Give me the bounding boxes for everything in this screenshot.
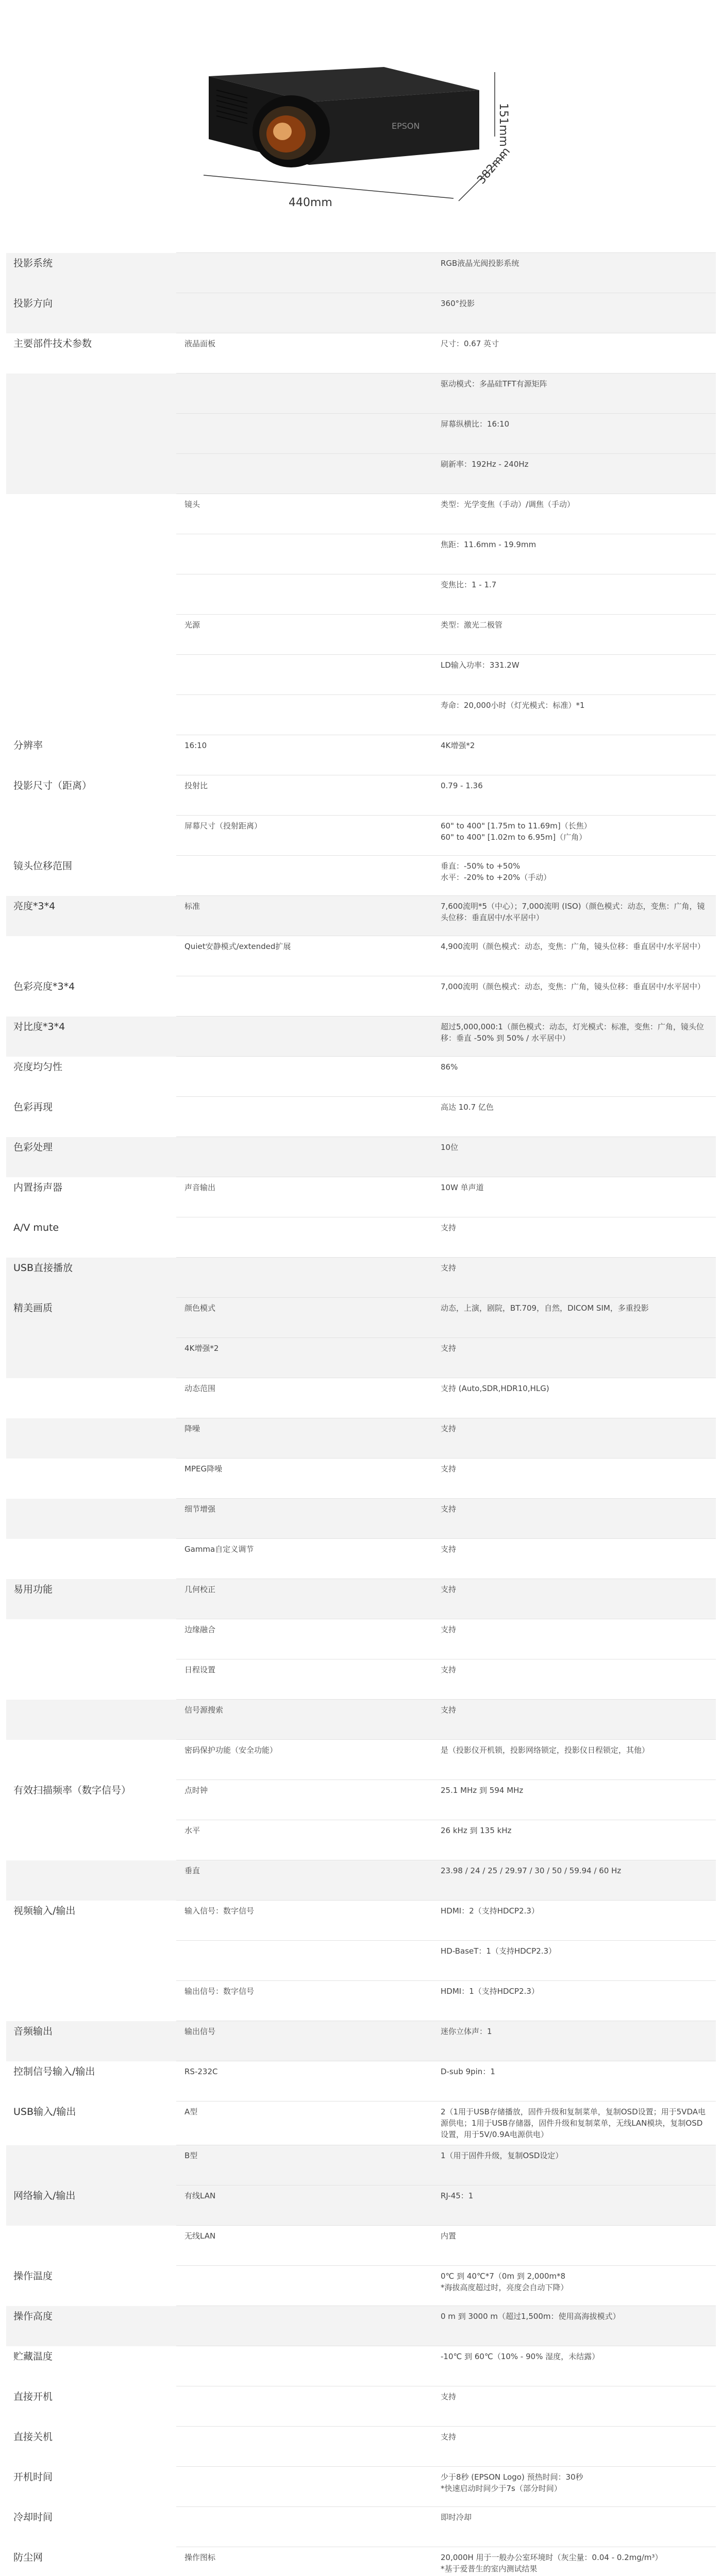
spec-row <box>6 2346 716 2386</box>
spec-item <box>176 655 432 695</box>
spec-value: 支持 <box>432 2427 716 2467</box>
spec-value: 高达 10.7 亿色 <box>432 1097 716 1137</box>
spec-category: USB直接播放 <box>6 1258 176 1298</box>
spec-category <box>6 1740 176 1780</box>
spec-category <box>6 1418 176 1459</box>
spec-value: 0.79 - 1.36 <box>432 775 716 816</box>
spec-category: 分辨率 <box>6 735 176 775</box>
spec-category: 投影方向 <box>6 293 176 333</box>
spec-category: 投影系统 <box>6 253 176 293</box>
spec-row <box>6 374 716 414</box>
spec-category <box>6 454 176 494</box>
spec-value: HD-BaseT：1（支持HDCP2.3） <box>432 1941 716 1981</box>
spec-item <box>176 454 432 494</box>
spec-category <box>6 1499 176 1539</box>
spec-category: 直接开机 <box>6 2386 176 2427</box>
spec-value: 7,000流明（颜色模式：动态，变焦：广角，镜头位移：垂直居中/水平居中） <box>432 976 716 1016</box>
spec-value: 25.1 MHz 到 594 MHz <box>432 1780 716 1820</box>
spec-category: 视频输入/输出 <box>6 1901 176 1941</box>
spec-value: -10℃ 到 60℃（10% - 90% 湿度，未结露） <box>432 2346 716 2386</box>
spec-row <box>6 1740 716 1780</box>
spec-category <box>6 1659 176 1700</box>
spec-category <box>6 1338 176 1378</box>
spec-item <box>176 2507 432 2547</box>
spec-item: 细节增强 <box>176 1499 432 1539</box>
spec-row <box>6 1539 716 1579</box>
spec-row <box>6 856 716 896</box>
spec-category <box>6 936 176 976</box>
spec-item <box>176 856 432 896</box>
spec-item <box>176 2266 432 2306</box>
spec-category: 色彩处理 <box>6 1137 176 1177</box>
spec-row <box>6 1097 716 1137</box>
spec-row <box>6 976 716 1016</box>
spec-category: 对比度*3*4 <box>6 1016 176 1057</box>
spec-item <box>176 293 432 333</box>
spec-category: 投影尺寸（距离） <box>6 775 176 816</box>
spec-category: 色彩再现 <box>6 1097 176 1137</box>
spec-value: 4K增强*2 <box>432 735 716 775</box>
spec-category <box>6 494 176 534</box>
spec-row <box>6 574 716 615</box>
spec-item <box>176 1097 432 1137</box>
spec-value: 2（1用于USB存储播放，固件升级和复制菜单，复制OSD设置；用于5VDA电源供电；1用于USB存储器，固件升级和复制菜单，无线LAN模块，复制OSD设置，用于5V/0.9A电源供电） <box>432 2102 716 2145</box>
spec-value: 支持 <box>432 1459 716 1499</box>
spec-value: 少于8秒 (EPSON Logo) 预热时间：30秒 *快速启动时间少于7s（部分时间） <box>432 2467 716 2507</box>
spec-category: 精美画质 <box>6 1298 176 1338</box>
width-label: 440mm <box>289 196 332 209</box>
spec-row <box>6 454 716 494</box>
spec-item <box>176 534 432 574</box>
spec-item: 日程设置 <box>176 1659 432 1700</box>
spec-item: 镜头 <box>176 494 432 534</box>
spec-category <box>6 1378 176 1418</box>
spec-category <box>6 2226 176 2266</box>
spec-item: 输入信号：数字信号 <box>176 1901 432 1941</box>
spec-item: 有线LAN <box>176 2185 432 2226</box>
spec-value: 迷你立体声：1 <box>432 2021 716 2061</box>
spec-value: 尺寸：0.67 英寸 <box>432 333 716 374</box>
spec-row <box>6 1137 716 1177</box>
spec-item: Gamma自定义调节 <box>176 1539 432 1579</box>
spec-value: 垂直：-50% to +50% 水平：-20% to +20%（手动） <box>432 856 716 896</box>
spec-row <box>6 1700 716 1740</box>
spec-item <box>176 1057 432 1097</box>
spec-row <box>6 695 716 735</box>
spec-row <box>6 2386 716 2427</box>
spec-category: 亮度*3*4 <box>6 896 176 936</box>
spec-row <box>6 253 716 293</box>
spec-row <box>6 1780 716 1820</box>
spec-category: 亮度均匀性 <box>6 1057 176 1097</box>
spec-item <box>176 695 432 735</box>
width-dimension-line <box>204 175 454 198</box>
spec-category <box>6 1539 176 1579</box>
spec-item: B型 <box>176 2145 432 2185</box>
spec-row <box>6 1298 716 1338</box>
spec-item: MPEG降噪 <box>176 1459 432 1499</box>
spec-row <box>6 936 716 976</box>
spec-item: 光源 <box>176 615 432 655</box>
spec-row <box>6 2226 716 2266</box>
spec-item <box>176 2386 432 2427</box>
spec-value: 7,600流明*5（中心）；7,000流明 (ISO)（颜色模式：动态，变焦：广角，镜头位移：垂直居中/水平居中） <box>432 896 716 936</box>
spec-row <box>6 2021 716 2061</box>
spec-value: 驱动模式：多晶硅TFT有源矩阵 <box>432 374 716 414</box>
spec-row <box>6 2507 716 2547</box>
spec-row <box>6 1177 716 1217</box>
spec-item <box>176 2467 432 2507</box>
spec-item: 垂直 <box>176 1860 432 1901</box>
spec-row <box>6 2145 716 2185</box>
spec-item: 4K增强*2 <box>176 1338 432 1378</box>
spec-value: D-sub 9pin：1 <box>432 2061 716 2102</box>
spec-category: 贮藏温度 <box>6 2346 176 2386</box>
spec-row <box>6 494 716 534</box>
brand-logo: EPSON <box>392 121 420 131</box>
product-hero <box>0 0 722 242</box>
spec-row <box>6 1619 716 1659</box>
spec-value: RGB液晶光阀投影系统 <box>432 253 716 293</box>
spec-item: 边缘融合 <box>176 1619 432 1659</box>
spec-category <box>6 655 176 695</box>
spec-item: 动态范围 <box>176 1378 432 1418</box>
spec-row <box>6 2467 716 2507</box>
spec-category <box>6 574 176 615</box>
spec-item: 操作图标 <box>176 2547 432 2576</box>
spec-value: 26 kHz 到 135 kHz <box>432 1820 716 1860</box>
spec-value: 变焦比：1 - 1.7 <box>432 574 716 615</box>
spec-item <box>176 1941 432 1981</box>
spec-row <box>6 1338 716 1378</box>
spec-row <box>6 1459 716 1499</box>
spec-value: 10位 <box>432 1137 716 1177</box>
spec-value: 内置 <box>432 2226 716 2266</box>
spec-row <box>6 534 716 574</box>
spec-item <box>176 976 432 1016</box>
lens-icon <box>253 95 330 167</box>
spec-item: 16:10 <box>176 735 432 775</box>
spec-value: 10W 单声道 <box>432 1177 716 1217</box>
spec-row <box>6 2102 716 2145</box>
spec-item: 投射比 <box>176 775 432 816</box>
spec-item: 无线LAN <box>176 2226 432 2266</box>
spec-row <box>6 293 716 333</box>
spec-value: HDMI：1（支持HDCP2.3） <box>432 1981 716 2021</box>
depth-label: 382mm <box>475 145 513 187</box>
spec-value: HDMI：2（支持HDCP2.3） <box>432 1901 716 1941</box>
spec-category <box>6 1459 176 1499</box>
spec-item: 标准 <box>176 896 432 936</box>
spec-value: 60" to 400" [1.75m to 11.69m]（长焦） 60" to 400" [1.02m to 6.95m]（广角） <box>432 816 716 856</box>
spec-category <box>6 1700 176 1740</box>
spec-item <box>176 2346 432 2386</box>
spec-item <box>176 414 432 454</box>
spec-row <box>6 2185 716 2226</box>
spec-item <box>176 374 432 414</box>
spec-value: 360°投影 <box>432 293 716 333</box>
spec-category: 有效扫描频率（数字信号） <box>6 1780 176 1820</box>
spec-category <box>6 374 176 414</box>
spec-category: USB输入/输出 <box>6 2102 176 2145</box>
spec-row <box>6 1941 716 1981</box>
spec-value: 超过5,000,000:1（颜色模式：动态，灯光模式：标准，变焦：广角，镜头位移：垂直 -50% 到 50% / 水平居中） <box>432 1016 716 1057</box>
spec-category: 操作温度 <box>6 2266 176 2306</box>
spec-row <box>6 333 716 374</box>
spec-value: 焦距：11.6mm - 19.9mm <box>432 534 716 574</box>
spec-category: 直接关机 <box>6 2427 176 2467</box>
spec-category <box>6 695 176 735</box>
spec-row <box>6 1016 716 1057</box>
spec-item: 水平 <box>176 1820 432 1860</box>
spec-row <box>6 1217 716 1258</box>
spec-row <box>6 1860 716 1901</box>
spec-item <box>176 574 432 615</box>
spec-row <box>6 1659 716 1700</box>
spec-value: 支持 <box>432 1700 716 1740</box>
spec-item: 降噪 <box>176 1418 432 1459</box>
spec-value: 屏幕纵横比：16:10 <box>432 414 716 454</box>
spec-category: 易用功能 <box>6 1579 176 1619</box>
spec-value: 支持 <box>432 1659 716 1700</box>
spec-category <box>6 1860 176 1901</box>
spec-row <box>6 615 716 655</box>
spec-row <box>6 1258 716 1298</box>
spec-category <box>6 1941 176 1981</box>
spec-row <box>6 1901 716 1941</box>
spec-row <box>6 2306 716 2346</box>
spec-value: 86% <box>432 1057 716 1097</box>
spec-row <box>6 816 716 856</box>
spec-value: 类型：激光二极管 <box>432 615 716 655</box>
spec-category: 操作高度 <box>6 2306 176 2346</box>
spec-category: 开机时间 <box>6 2467 176 2507</box>
spec-category: 色彩亮度*3*4 <box>6 976 176 1016</box>
spec-value: 20,000H 用于一般办公室环境时（灰尘量：0.04 - 0.2mg/m³） *基于爱普生的室内测试结果 <box>432 2547 716 2576</box>
spec-item: 信号源搜索 <box>176 1700 432 1740</box>
spec-category <box>6 615 176 655</box>
spec-row <box>6 2427 716 2467</box>
spec-category: A/V mute <box>6 1217 176 1258</box>
spec-category: 冷却时间 <box>6 2507 176 2547</box>
spec-category: 音频输出 <box>6 2021 176 2061</box>
spec-row <box>6 735 716 775</box>
spec-value: 23.98 / 24 / 25 / 29.97 / 30 / 50 / 59.94 / 60 Hz <box>432 1860 716 1901</box>
spec-value: 动态，上演，剧院，BT.709，自然，DICOM SIM，多重投影 <box>432 1298 716 1338</box>
spec-row <box>6 1057 716 1097</box>
spec-category: 主要部件技术参数 <box>6 333 176 374</box>
spec-row <box>6 896 716 936</box>
spec-row <box>6 655 716 695</box>
spec-row <box>6 2266 716 2306</box>
spec-value: 刷新率：192Hz - 240Hz <box>432 454 716 494</box>
spec-value: 0 m 到 3000 m（超过1,500m：使用高海拔模式） <box>432 2306 716 2346</box>
spec-value: 4,900流明（颜色模式：动态，变焦：广角，镜头位移：垂直居中/水平居中） <box>432 936 716 976</box>
spec-category <box>6 2145 176 2185</box>
spec-item <box>176 1258 432 1298</box>
spec-table <box>6 252 716 2576</box>
spec-category <box>6 1619 176 1659</box>
spec-value: 0℃ 到 40℃*7（0m 到 2,000m*8 *海拔高度超过时，亮度会自动下降） <box>432 2266 716 2306</box>
spec-item: 颜色模式 <box>176 1298 432 1338</box>
spec-item: Quiet安静模式/extended扩展 <box>176 936 432 976</box>
spec-value: LD输入功率：331.2W <box>432 655 716 695</box>
spec-row <box>6 1378 716 1418</box>
spec-row <box>6 1499 716 1539</box>
spec-value: 支持 <box>432 1217 716 1258</box>
spec-category: 内置扬声器 <box>6 1177 176 1217</box>
spec-item <box>176 1217 432 1258</box>
spec-row <box>6 1981 716 2021</box>
spec-item <box>176 2427 432 2467</box>
spec-value: 支持 <box>432 1539 716 1579</box>
spec-category: 镜头位移范围 <box>6 856 176 896</box>
spec-row <box>6 775 716 816</box>
spec-category <box>6 816 176 856</box>
spec-item: 液晶面板 <box>176 333 432 374</box>
spec-item: 几何校正 <box>176 1579 432 1619</box>
spec-item: 屏幕尺寸（投射距离） <box>176 816 432 856</box>
spec-value: 即时冷却 <box>432 2507 716 2547</box>
spec-category <box>6 1820 176 1860</box>
spec-category <box>6 534 176 574</box>
spec-item <box>176 253 432 293</box>
spec-value: 支持 <box>432 1579 716 1619</box>
spec-item <box>176 2306 432 2346</box>
spec-value: 支持 <box>432 1258 716 1298</box>
spec-category <box>6 414 176 454</box>
spec-item: 声音输出 <box>176 1177 432 1217</box>
spec-value: RJ-45：1 <box>432 2185 716 2226</box>
spec-row <box>6 1579 716 1619</box>
spec-row <box>6 1820 716 1860</box>
spec-item: 输出信号 <box>176 2021 432 2061</box>
projector-illustration <box>0 0 722 242</box>
spec-row <box>6 414 716 454</box>
spec-value: 支持 <box>432 1418 716 1459</box>
spec-item <box>176 1016 432 1057</box>
spec-value: 是（投影仪开机锁，投影网络锁定，投影仪日程锁定，其他） <box>432 1740 716 1780</box>
spec-item: 输出信号：数字信号 <box>176 1981 432 2021</box>
spec-row <box>6 1418 716 1459</box>
spec-category: 网络输入/输出 <box>6 2185 176 2226</box>
spec-item: A型 <box>176 2102 432 2145</box>
spec-item: 密码保护功能（安全功能） <box>176 1740 432 1780</box>
spec-value: 支持 <box>432 1619 716 1659</box>
spec-row <box>6 2547 716 2576</box>
height-label: 151mm <box>497 103 510 147</box>
spec-item: RS-232C <box>176 2061 432 2102</box>
spec-row <box>6 2061 716 2102</box>
spec-value: 寿命：20,000小时（灯光模式：标准）*1 <box>432 695 716 735</box>
spec-value: 支持 <box>432 2386 716 2427</box>
spec-category <box>6 1981 176 2021</box>
spec-value: 支持 (Auto,SDR,HDR10,HLG) <box>432 1378 716 1418</box>
spec-category: 防尘网 <box>6 2547 176 2576</box>
spec-category: 控制信号输入/输出 <box>6 2061 176 2102</box>
spec-value: 1（用于固件升级，复制OSD设定） <box>432 2145 716 2185</box>
spec-value: 支持 <box>432 1499 716 1539</box>
spec-value: 支持 <box>432 1338 716 1378</box>
spec-value: 类型：光学变焦（手动）/调焦（手动） <box>432 494 716 534</box>
spec-item <box>176 1137 432 1177</box>
spec-item: 点时钟 <box>176 1780 432 1820</box>
